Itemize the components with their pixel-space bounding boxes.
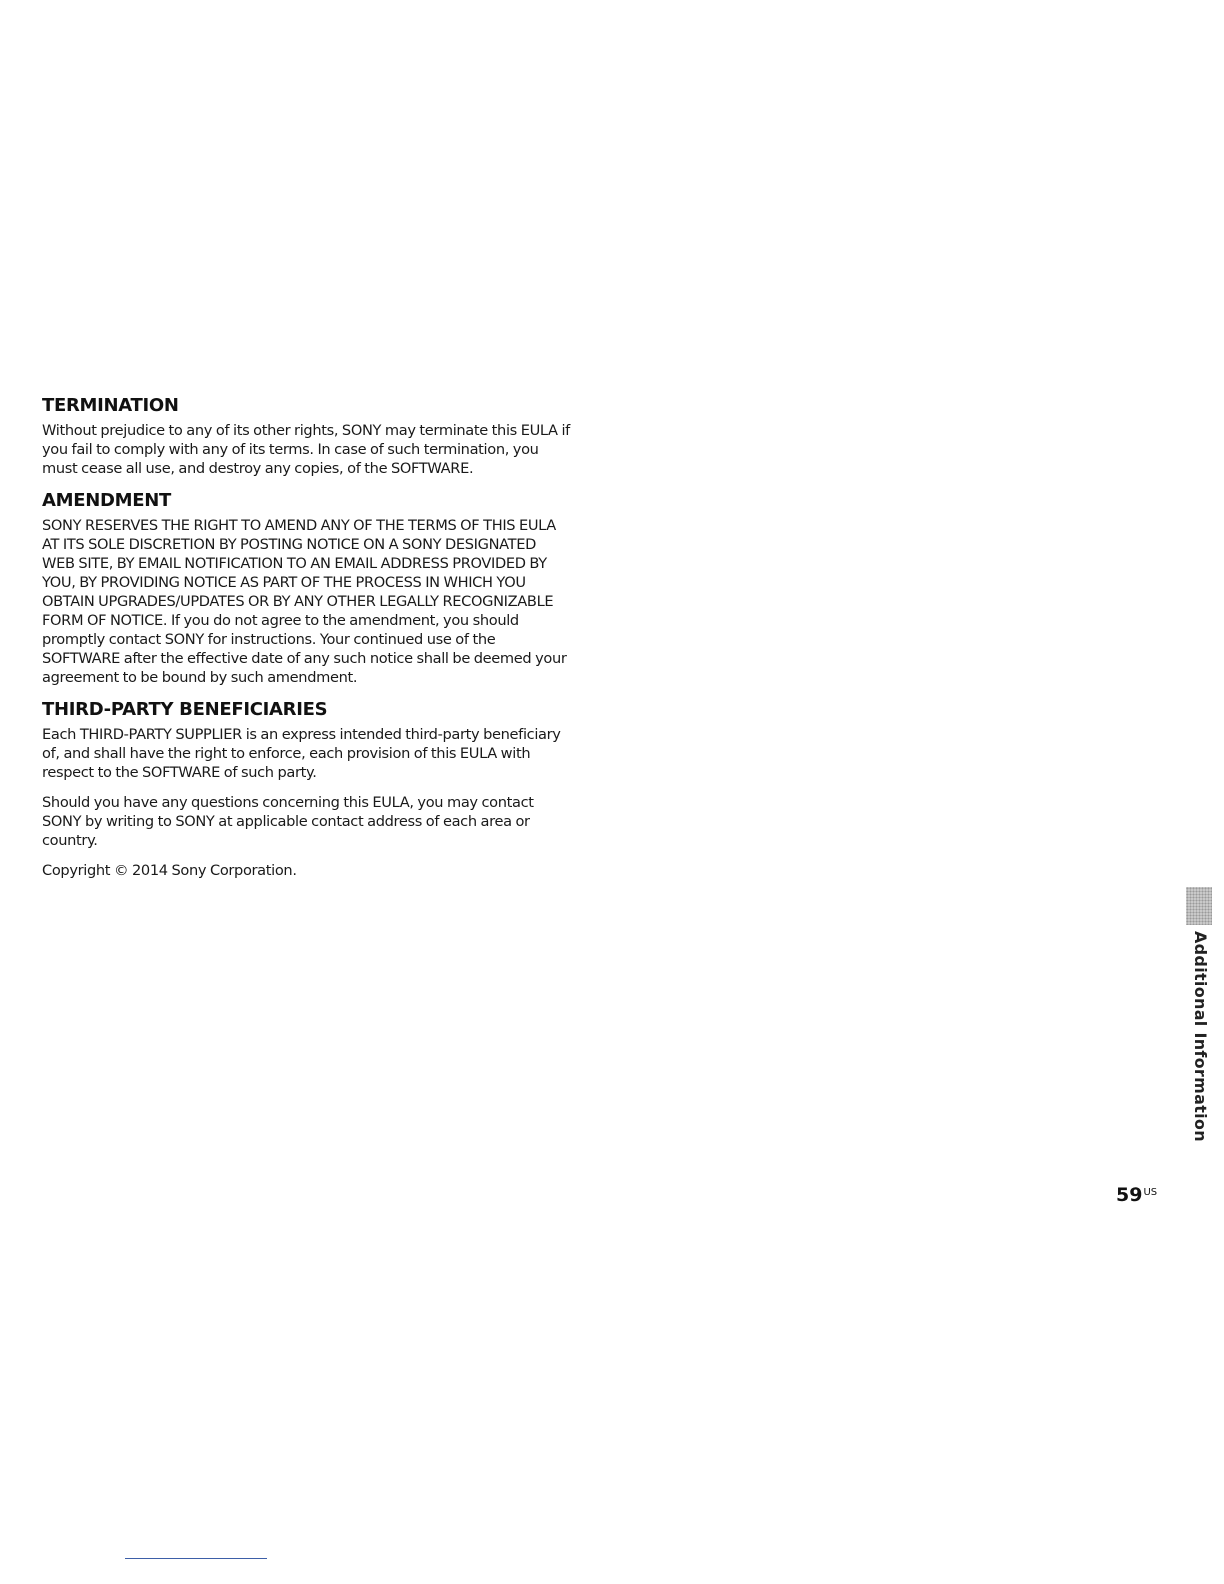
third-party-beneficiaries-heading: THIRD-PARTY BENEFICIARIES (42, 699, 328, 720)
page-number-suffix: US (1143, 1187, 1158, 1198)
page-number-value: 59 (1116, 1184, 1143, 1206)
termination-section (42, 394, 572, 478)
third-party-beneficiaries-section (42, 698, 572, 850)
amendment-heading: AMENDMENT (42, 490, 171, 511)
third-party-beneficiaries-paragraph: Each THIRD-PARTY SUPPLIER is an express intended third-party beneficiary of, and shall have the right to enforce, each provision of this EULA with respect to the SOFTWARE of such party. (42, 726, 561, 781)
eula-text-column (42, 394, 572, 891)
side-tab-marker (1186, 887, 1212, 925)
contact-paragraph: Should you have any questions concerning this EULA, you may contact SONY by writing to SONY at applicable contact address of each area or country. (42, 794, 534, 849)
page-number (1116, 1184, 1157, 1206)
termination-paragraph: Without prejudice to any of its other rights, SONY may terminate this EULA if you fail to comply with any of its terms. In case of such termination, you must cease all use, and destroy any copies, of the SOFTWARE. (42, 422, 570, 477)
side-tab-label: Additional Information (1191, 931, 1210, 1142)
termination-heading: TERMINATION (42, 395, 179, 416)
amendment-paragraph: SONY RESERVES THE RIGHT TO AMEND ANY OF THE TERMS OF THIS EULA AT ITS SOLE DISCRETION BY POSTING NOTICE ON A SONY DESIGNATED WEB SITE, BY EMAIL NOTIFICATION TO AN EMAIL ADDRESS PROVIDED BY YOU, BY PROVIDING NOTICE AS PART OF THE PROCESS IN WHICH YOU OBTAIN UPGRADES/UPDATES OR BY ANY OTHER LEGALLY RECOGNIZABLE FORM OF NOTICE. If you do not agree to the amendment, you should promptly contact SONY for instructions. Your continued use of the SOFTWARE after the effective date of any such notice shall be deemed your agreement to be bound by such amendment. (42, 517, 567, 686)
section-side-tab (1186, 887, 1212, 1142)
amendment-section (42, 489, 572, 687)
copyright-notice: Copyright © 2014 Sony Corporation. (42, 862, 297, 879)
footer-rule (125, 1558, 267, 1559)
